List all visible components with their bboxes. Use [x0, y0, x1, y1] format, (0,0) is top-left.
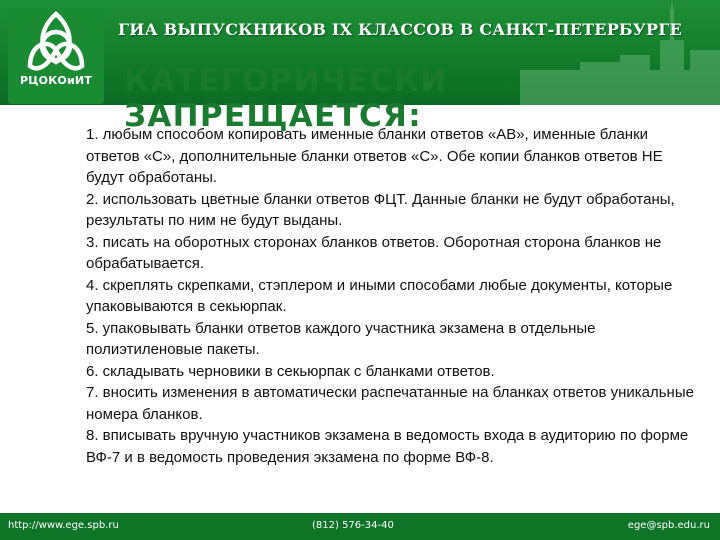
header-title: ГИА ВЫПУСКНИКОВ IX КЛАССОВ В САНКТ-ПЕТЕРБУРГЕ [118, 20, 682, 39]
page-title-line-1: КАТЕГОРИЧЕСКИ [124, 63, 448, 99]
footer-email-link[interactable]: ege@spb.edu.ru [627, 520, 710, 531]
prohibitions-list [86, 124, 696, 468]
list-item: 8. вписывать вручную участников экзамена в ведомость входа в аудиторию по форме ВФ-7 и в ведомость проведения экзамена по форме ВФ-8. [86, 427, 689, 466]
logo [8, 8, 104, 104]
triquetra-logo-icon [8, 8, 104, 104]
footer-phone: (812) 576-34-40 [312, 520, 394, 531]
list-item: 1. любым способом копировать именные бланки ответов «АВ», именные бланки ответов «С», дополнительные бланки ответов «С». Обе копии бланков ответов НЕ будут обработаны. [86, 126, 663, 186]
list-item: 2. использовать цветные бланки ответов ФЦТ. Данные бланки не будут обработаны, результаты по ним не будут выданы. [86, 190, 675, 229]
list-item: 3. писать на оборотных сторонах бланков ответов. Оборотная сторона бланков не обрабатывается. [86, 233, 662, 272]
page-title-line-2: ЗАПРЕЩАЕТСЯ: [124, 98, 422, 134]
list-item: 5. упаковывать бланки ответов каждого участника экзамена в отдельные полиэтиленовые пакеты. [86, 319, 596, 358]
logo-text: РЦОКОиИТ [20, 74, 92, 87]
city-skyline-graphic [520, 0, 720, 105]
list-item: 4. скреплять скрепками, стэплером и иными способами любые документы, которые упаковываются в секьюрпак. [86, 276, 673, 315]
list-item: 6. складывать черновики в секьюрпак с бланками ответов. [86, 362, 495, 380]
footer-bar [0, 513, 720, 540]
footer-website-link[interactable]: http://www.ege.spb.ru [8, 520, 119, 531]
list-item: 7. вносить изменения в автоматически распечатанные на бланках ответов уникальные номера бланков. [86, 384, 694, 423]
